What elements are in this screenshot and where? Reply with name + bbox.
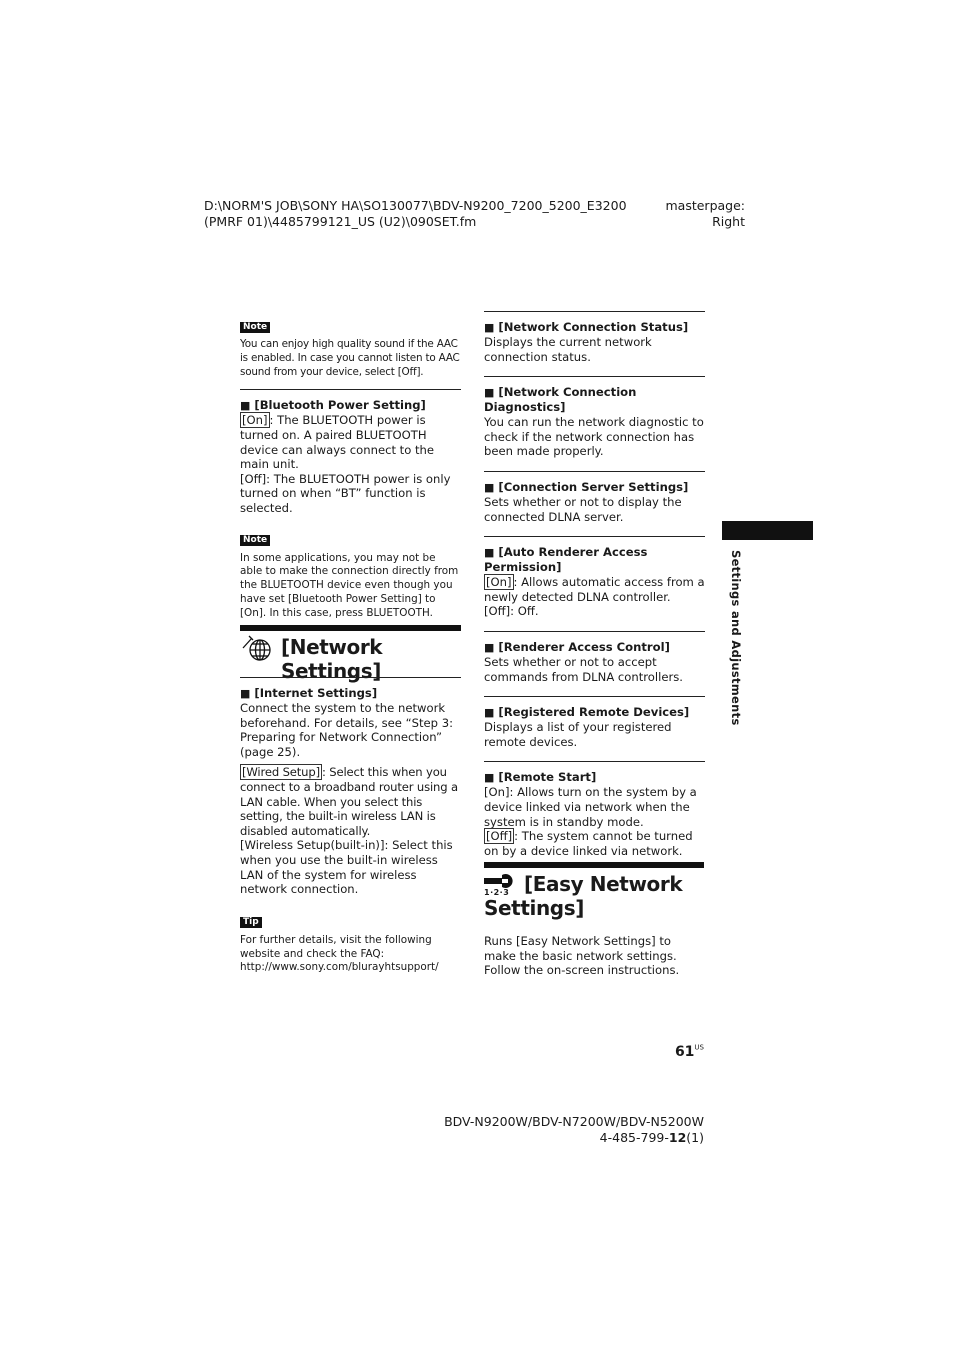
renderer-access-text: Sets whether or not to accept commands from DLNA controllers. [484, 654, 683, 684]
tip-url: http://www.sony.com/blurayhtsupport/ [240, 961, 439, 974]
divider [484, 536, 705, 537]
note-badge: Note [240, 322, 270, 333]
network-connection-status-text: Displays the current network connection status. [484, 335, 652, 364]
footer-code: 4-485-799-12(1) [599, 1130, 704, 1145]
wireless-setup-text: [Wireless Setup(built-in)]: Select this when you use the built-in wireless LAN of the system for wireless network connection. [240, 838, 453, 897]
auto-renderer-off: [Off]: Off. [484, 604, 539, 619]
divider [484, 376, 705, 377]
page-number-suffix: US [694, 1043, 704, 1052]
auto-renderer-on: [On] : Allows automatic access from a newly detected DLNA controller. [484, 575, 705, 604]
right-column [484, 311, 705, 858]
tip-badge: Tip [240, 917, 262, 928]
network-diagnostics-title: ■ [Network Connection Diagnostics] [484, 385, 637, 415]
page-number-value: 61 [674, 1044, 695, 1060]
note-badge: Note [240, 535, 270, 546]
file-path-line2: (PMRF 01)\4485799121_US (U2)\090SET.fm [204, 214, 477, 229]
footer-models: BDV-N9200W/BDV-N7200W/BDV-N5200W [444, 1114, 704, 1129]
remote-start-on: [On]: Allows turn on the system by a device linked via network when the system is in standby mode. [484, 785, 697, 829]
section-bar [240, 625, 461, 631]
page-number [640, 1041, 704, 1060]
left-column [240, 314, 461, 621]
divider [484, 696, 705, 697]
on-option: [On] [486, 575, 512, 590]
remote-start-title: ■ [Remote Start] [484, 770, 597, 785]
network-settings-icon [240, 634, 274, 662]
file-path-line1: D:\NORM'S JOB\SONY HA\SO130077\BDV-N9200_7200_5200_E3200 [204, 198, 627, 213]
network-settings-heading [240, 633, 461, 683]
footer [420, 1114, 704, 1146]
network-settings-title: [Network Settings] [281, 635, 383, 683]
note-bluetooth-text: In some applications, you may not be able to make the connection directly from the BLUETOOTH device even though you have set [Bluetooth Power Setting] to [On]. In this case, press BLUETOOTH. [240, 551, 459, 619]
easy-network-title-line1: [Easy Network [524, 872, 683, 896]
note-aac-text: You can enjoy high quality sound if the AAC is enabled. In case you cannot listen to AAC sound from your device, select [Off]. [240, 338, 460, 378]
bluetooth-power-title: ■ [Bluetooth Power Setting] [240, 398, 426, 413]
wired-setup-text: [Wired Setup] : Select this when you connect to a broadband router using a LAN cable. When you select this setting, the built-in wireless LAN is disabled automatically. [240, 765, 458, 838]
network-diagnostics-text: You can run the network diagnostic to check if the network connection has been made properly. [484, 415, 704, 459]
connection-server-title: ■ [Connection Server Settings] [484, 479, 689, 494]
bluetooth-power-on: [On] : The BLUETOOTH power is turned on. A paired BLUETOOTH device can always connect to the main unit. [240, 413, 435, 472]
easy-network-text: Runs [Easy Network Settings] to make the basic network settings. Follow the on-screen instructions. [484, 934, 680, 978]
easy-network-title-line2: Settings] [484, 896, 584, 920]
internet-settings-block [240, 686, 461, 975]
remote-start-off: [Off] : The system cannot be turned on by a device linked via network. [484, 829, 693, 858]
registered-devices-text: Displays a list of your registered remote devices. [484, 720, 672, 749]
divider [484, 471, 705, 472]
section-bar [484, 862, 704, 868]
side-tab-label: Settings and Adjustments [729, 550, 743, 726]
off-option: [Off] [486, 829, 513, 844]
network-connection-status-title: ■ [Network Connection Status] [484, 320, 689, 334]
internet-settings-text: Connect the system to the network beforehand. For details, see “Step 3: Preparing for Network Connection” (page 25). [240, 701, 454, 759]
registered-devices-title: ■ [Registered Remote Devices] [484, 705, 690, 720]
internet-settings-title: ■ [Internet Settings] [240, 686, 378, 700]
connection-server-text: Sets whether or not to display the connected DLNA server. [484, 494, 682, 524]
divider [240, 677, 461, 678]
wired-setup-option: [Wired Setup] [242, 765, 320, 780]
divider [240, 389, 461, 390]
auto-renderer-title: ■ [Auto Renderer Access Permission] [484, 545, 648, 575]
easy-setup-icon-label: 1·2·3 [484, 888, 510, 897]
section-tab [722, 521, 813, 540]
divider [484, 311, 705, 312]
divider [484, 631, 705, 632]
masterpage-value: Right [712, 214, 745, 229]
divider [484, 761, 705, 762]
on-option: [On] [242, 413, 268, 428]
masterpage-label: masterpage: [665, 198, 745, 213]
tip-text: For further details, visit the following website and check the FAQ: [240, 933, 432, 960]
bluetooth-power-off: [Off]: The BLUETOOTH power is only turned on when “BT” function is selected. [240, 471, 451, 515]
file-path [204, 198, 627, 230]
wrench-icon [484, 873, 514, 889]
masterpage-info [600, 198, 745, 230]
renderer-access-title: ■ [Renderer Access Control] [484, 639, 670, 654]
